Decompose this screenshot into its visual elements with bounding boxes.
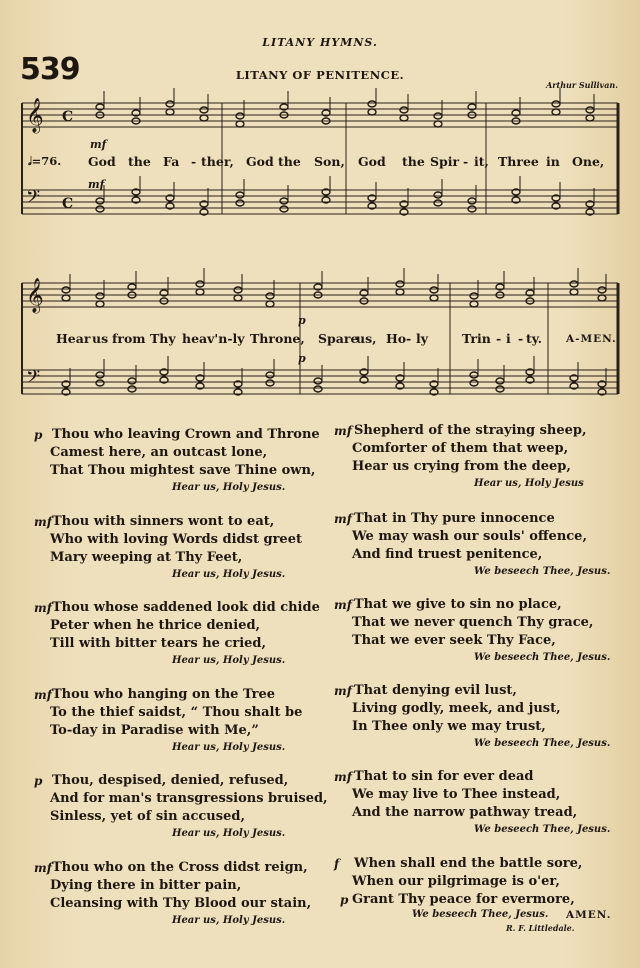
note-head: [96, 301, 104, 307]
note-head: [166, 109, 174, 115]
lyric-syllable: God: [88, 154, 116, 169]
music-score: [0, 0, 640, 420]
hymn-title: LITANY OF PENITENCE.: [235, 68, 405, 82]
note-head: [266, 380, 274, 386]
note-head: [468, 206, 476, 212]
lyric-syllable: God: [246, 154, 274, 169]
verse-line: Sinless, yet of sin accused,: [50, 809, 245, 824]
verse-dynamic: mf: [34, 861, 52, 875]
note-head: [196, 289, 204, 295]
note-head: [470, 301, 478, 307]
note-head: [396, 289, 404, 295]
verse-line: When shall end the battle sore,: [354, 856, 583, 871]
note-head: [470, 372, 478, 378]
note-head: [586, 115, 594, 121]
lyric-syllable: God: [358, 154, 386, 169]
lyric-syllable: -: [518, 331, 524, 346]
note-head: [234, 287, 242, 293]
verse-response: Hear us, Holy Jesus.: [172, 915, 286, 926]
note-head: [468, 198, 476, 204]
lyric-syllable: Trin: [462, 331, 491, 346]
note-head: [552, 101, 560, 107]
dynamic-mark: p: [298, 352, 306, 365]
note-head: [234, 295, 242, 301]
verse-line: And for man's transgressions bruised,: [50, 791, 328, 806]
note-head: [470, 293, 478, 299]
verse-dynamic: p: [340, 893, 349, 907]
lyric-syllable: Hear: [56, 331, 91, 346]
verse-dynamic: mf: [334, 770, 352, 784]
treble-clef: 𝄞: [26, 278, 44, 313]
note-head: [434, 113, 442, 119]
lyric-syllable: from: [112, 331, 146, 346]
lyric-syllable: Spir: [430, 154, 460, 169]
note-head: [598, 295, 606, 301]
verse-line: We may live to Thee instead,: [352, 787, 561, 802]
note-head: [598, 287, 606, 293]
dynamic-mark: mf: [90, 138, 107, 151]
amen-label: A-MEN.: [566, 333, 617, 345]
verse-dynamic: mf: [334, 512, 352, 526]
note-head: [266, 293, 274, 299]
note-head: [314, 378, 322, 384]
author-attribution: R. F. Littledale.: [506, 923, 575, 933]
bass-clef: 𝄢: [26, 187, 41, 212]
verse-line: That in Thy pure innocence: [354, 511, 555, 526]
verse-line: Shepherd of the straying sheep,: [354, 423, 587, 438]
tempo-mark: 𝅗𝅥=76.: [28, 154, 62, 168]
verse-line: Till with bitter tears he cried,: [50, 636, 267, 651]
verse-line: Who with loving Words didst greet: [50, 532, 302, 547]
lyric-syllable: ty.: [526, 331, 542, 346]
note-head: [570, 281, 578, 287]
dynamic-mark: mf: [88, 178, 105, 191]
verse-line: Comforter of them that weep,: [352, 441, 569, 456]
verse-line: Grant Thy peace for evermore,: [352, 892, 575, 907]
note-head: [196, 281, 204, 287]
bass-clef: 𝄢: [26, 367, 41, 392]
lyric-syllable: Thy: [150, 331, 176, 346]
verse-response: Hear us, Holy Jesus.: [172, 482, 286, 493]
note-head: [166, 101, 174, 107]
note-head: [400, 107, 408, 113]
verse-dynamic: p: [34, 774, 43, 788]
note-head: [62, 287, 70, 293]
verse-line: That Thou mightest save Thine own,: [50, 463, 316, 478]
verse-line: Thou who hanging on the Tree: [52, 687, 276, 702]
note-head: [430, 295, 438, 301]
note-head: [314, 386, 322, 392]
note-head: [586, 107, 594, 113]
lyric-syllable: Three: [498, 154, 539, 169]
lyric-syllable: -: [463, 154, 469, 169]
note-head: [368, 109, 376, 115]
note-head: [496, 386, 504, 392]
verse-line: Thou, despised, denied, refused,: [52, 773, 289, 788]
note-head: [96, 206, 104, 212]
verse-line: Thou with sinners wont to eat,: [52, 514, 275, 529]
verse-response: We beseech Thee, Jesus.: [474, 566, 611, 577]
verse-dynamic: f: [334, 857, 340, 871]
verse-line: Camest here, an outcast lone,: [50, 445, 268, 460]
note-head: [128, 386, 136, 392]
verse-response: Hear us, Holy Jesus.: [172, 569, 286, 580]
verse-response: We beseech Thee, Jesus.: [474, 652, 611, 663]
lyric-syllable: Fa: [163, 154, 180, 169]
lyric-syllable: us: [92, 331, 109, 346]
lyric-syllable: heav'n-ly: [182, 331, 245, 346]
verse-response: We beseech Thee, Jesus.: [474, 824, 611, 835]
lyric-syllable: it,: [474, 154, 489, 169]
lyric-syllable: in: [546, 154, 560, 169]
verse-dynamic: mf: [34, 688, 52, 702]
note-head: [266, 372, 274, 378]
verse-line: When our pilgrimage is o'er,: [352, 874, 560, 889]
hymn-number: 539: [20, 52, 80, 87]
amen-label: AMEN.: [566, 909, 612, 921]
verse-dynamic: p: [34, 428, 43, 442]
verse-line: That denying evil lust,: [354, 683, 517, 698]
verse-line: To-day in Paradise with Me,”: [50, 723, 259, 738]
time-signature: C: [62, 196, 74, 212]
verse-line: Thou who on the Cross didst reign,: [52, 860, 308, 875]
lyric-syllable: Spare: [318, 331, 359, 346]
note-head: [62, 295, 70, 301]
lyric-syllable: the: [128, 154, 151, 169]
note-head: [434, 121, 442, 127]
lyric-syllable: Throne,: [250, 331, 305, 346]
verse-line: To the thief saidst, “ Thou shalt be: [50, 705, 303, 720]
verse-response: Hear us, Holy Jesus: [474, 478, 584, 489]
lyric-syllable: Ho: [386, 331, 407, 346]
verse-dynamic: mf: [334, 598, 352, 612]
lyric-syllable: One,: [572, 154, 605, 169]
note-head: [400, 115, 408, 121]
lyric-syllable: ly: [416, 331, 429, 346]
note-head: [236, 113, 244, 119]
note-head: [430, 287, 438, 293]
note-head: [96, 293, 104, 299]
note-head: [570, 289, 578, 295]
note-head: [96, 372, 104, 378]
treble-clef: 𝄞: [26, 98, 44, 133]
note-head: [434, 200, 442, 206]
verse-line: We may wash our souls' offence,: [352, 529, 587, 544]
verse-response: Hear us, Holy Jesus.: [172, 742, 286, 753]
lyric-syllable: the: [402, 154, 425, 169]
note-head: [266, 301, 274, 307]
note-head: [200, 107, 208, 113]
lyric-syllable: -: [191, 154, 197, 169]
verse-line: Hear us crying from the deep,: [352, 459, 571, 474]
lyric-syllable: Son,: [314, 154, 345, 169]
verse-response: We beseech Thee, Jesus.: [412, 909, 549, 920]
verse-line: In Thee only we may trust,: [352, 719, 546, 734]
note-head: [368, 101, 376, 107]
lyric-syllable: ther,: [201, 154, 234, 169]
verse-line: Peter when he thrice denied,: [50, 618, 261, 633]
verse-dynamic: mf: [334, 424, 352, 438]
note-head: [496, 378, 504, 384]
note-head: [236, 200, 244, 206]
note-head: [128, 378, 136, 384]
note-head: [434, 192, 442, 198]
note-head: [280, 206, 288, 212]
verse-line: That we ever seek Thy Face,: [352, 633, 556, 648]
note-head: [96, 380, 104, 386]
verse-line: Cleansing with Thy Blood our stain,: [50, 896, 312, 911]
verse-line: Mary weeping at Thy Feet,: [50, 550, 243, 565]
verse-line: Living godly, meek, and just,: [352, 701, 561, 716]
verse-line: Dying there in bitter pain,: [50, 878, 242, 893]
verse-response: Hear us, Holy Jesus.: [172, 828, 286, 839]
note-head: [236, 121, 244, 127]
note-head: [552, 109, 560, 115]
verse-dynamic: mf: [34, 601, 52, 615]
lyric-syllable: us,: [356, 331, 377, 346]
note-head: [96, 198, 104, 204]
verse-response: We beseech Thee, Jesus.: [474, 738, 611, 749]
verse-line: That to sin for ever dead: [354, 769, 534, 784]
verse-line: And find truest penitence,: [352, 547, 543, 562]
dynamic-mark: p: [298, 314, 306, 327]
lyric-syllable: i: [506, 331, 511, 346]
verse-line: Thou who leaving Crown and Throne: [52, 427, 320, 442]
note-head: [280, 198, 288, 204]
time-signature: C: [62, 109, 74, 125]
note-head: [470, 380, 478, 386]
lyric-syllable: the: [278, 154, 301, 169]
running-header: LITANY HYMNS.: [262, 36, 378, 49]
verse-line: That we give to sin no place,: [354, 597, 562, 612]
composer: Arthur Sullivan.: [546, 80, 618, 90]
note-head: [396, 281, 404, 287]
note-head: [200, 115, 208, 121]
verse-dynamic: mf: [34, 515, 52, 529]
verse-line: And the narrow pathway tread,: [352, 805, 578, 820]
note-head: [236, 192, 244, 198]
verse-dynamic: mf: [334, 684, 352, 698]
verse-line: That we never quench Thy grace,: [352, 615, 594, 630]
lyric-syllable: -: [406, 331, 412, 346]
verse-response: Hear us, Holy Jesus.: [172, 655, 286, 666]
verse-line: Thou whose saddened look did chide: [52, 600, 320, 615]
lyric-syllable: -: [496, 331, 502, 346]
